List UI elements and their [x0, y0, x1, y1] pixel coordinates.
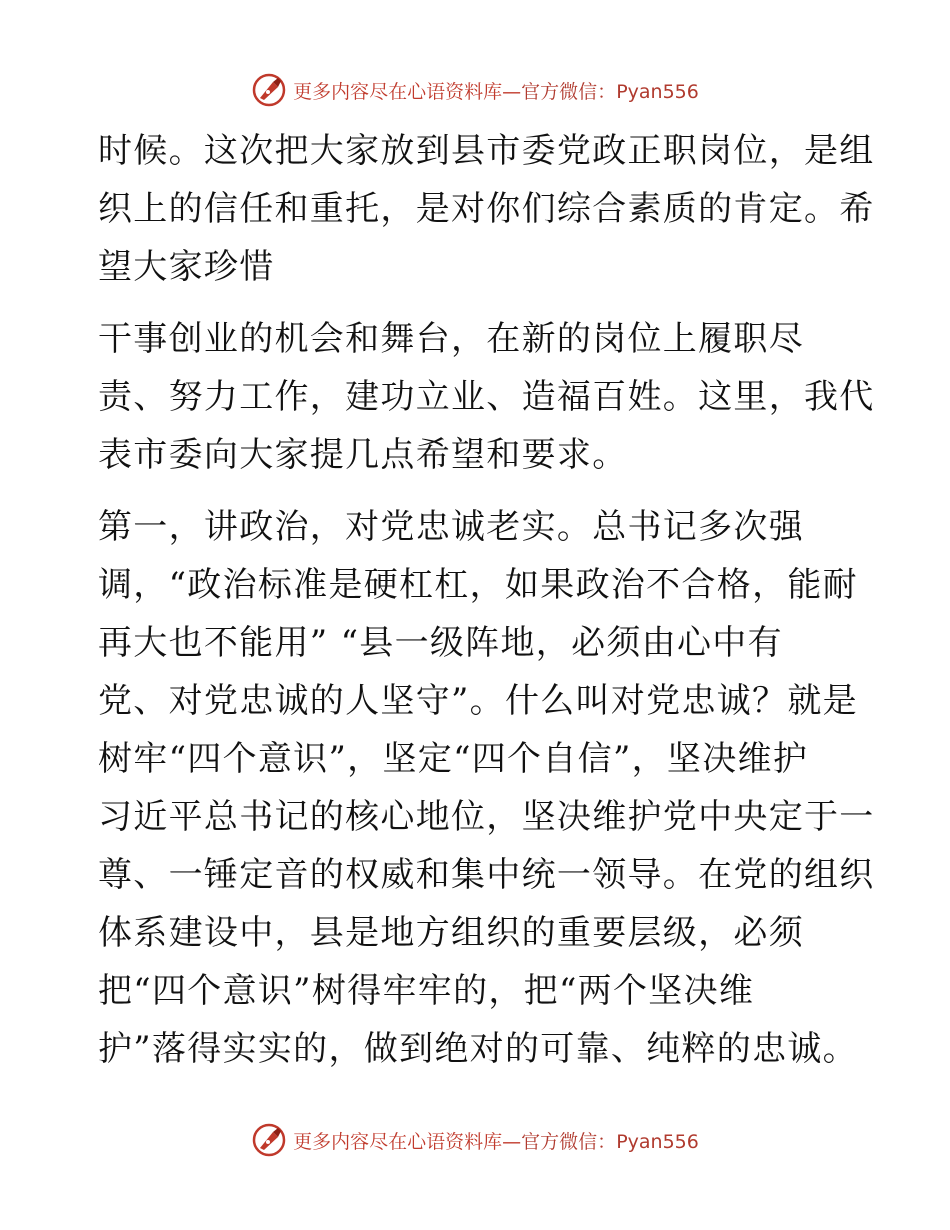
text-line: 护”落得实实的，做到绝对的可靠、纯粹的忠诚。 — [98, 1029, 858, 1069]
text-line: 党、对党忠诚的人坚守”。什么叫对党忠诚？就是 — [98, 681, 858, 721]
banner-wechat-label: 官方微信： — [521, 80, 617, 103]
text-line: 尊、一锤定音的权威和集中统一领导。在党的组织 — [98, 855, 875, 895]
text-line: 时候。这次把大家放到县市委党政正职岗位，是组 — [98, 131, 875, 171]
banner-dash: — — [502, 1130, 522, 1153]
text-line: 再大也不能用” “县一级阵地，必须由心中有 — [98, 623, 783, 663]
banner-wechat-id: Pyan556 — [616, 80, 699, 103]
banner-wechat-id: Pyan556 — [616, 1130, 699, 1153]
text-line: 干事创业的机会和舞台，在新的岗位上履职尽 — [98, 319, 804, 359]
banner-dash: — — [502, 80, 522, 103]
text-line: 织上的信任和重托，是对你们综合素质的肯定。希 — [98, 189, 875, 229]
paragraph-1 — [98, 122, 875, 296]
banner-wechat-label: 官方微信： — [521, 1130, 617, 1153]
header-watermark-banner — [0, 70, 950, 110]
pen-nib-icon — [251, 72, 287, 108]
banner-promo-text: 更多内容尽在心语资料库 — [293, 1130, 503, 1153]
text-line: 调，“政治标准是硬杠杠，如果政治不合格，能耐 — [98, 565, 858, 605]
text-line: 习近平总书记的核心地位，坚决维护党中央定于一 — [98, 797, 875, 837]
text-line: 把“四个意识”树得牢牢的，把“两个坚决维 — [98, 971, 755, 1011]
text-line: 第一，讲政治，对党忠诚老实。总书记多次强 — [98, 507, 804, 547]
document-body — [98, 122, 875, 1078]
banner-promo-text: 更多内容尽在心语资料库 — [293, 80, 503, 103]
pen-nib-icon — [251, 1122, 287, 1158]
paragraph-3 — [98, 498, 875, 1078]
text-line: 责、努力工作，建功立业、造福百姓。这里，我代 — [98, 377, 875, 417]
text-line: 表市委向大家提几点希望和要求。 — [98, 435, 628, 475]
footer-watermark-banner — [0, 1120, 950, 1160]
paragraph-2 — [98, 310, 875, 484]
text-line: 树牢“四个意识”，坚定“四个自信”，坚决维护 — [98, 739, 809, 779]
text-line: 望大家珍惜 — [98, 247, 275, 287]
text-line: 体系建设中，县是地方组织的重要层级，必须 — [98, 913, 804, 953]
